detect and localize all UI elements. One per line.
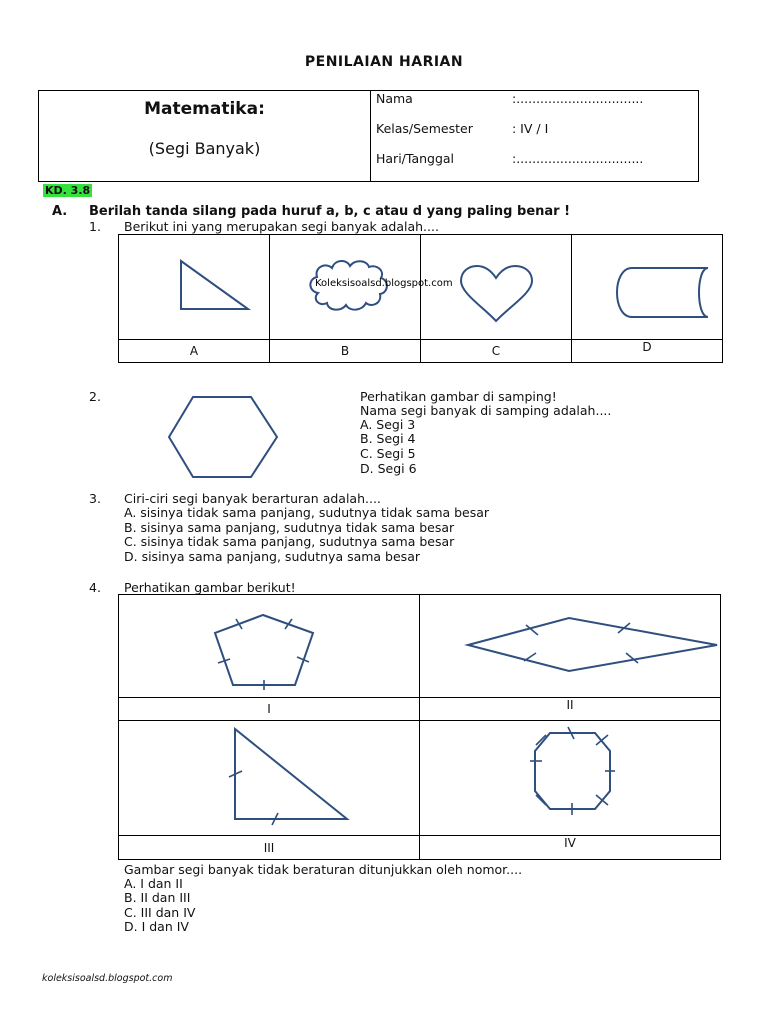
q1-cell-b[interactable] xyxy=(270,235,453,340)
q1-label-a: A xyxy=(119,340,270,363)
q3-option-a[interactable]: A. sisinya tidak sama panjang, sudutnya tidak sama besar xyxy=(124,505,490,520)
q4-cell-1[interactable] xyxy=(119,595,420,698)
rhombus-shape xyxy=(420,595,720,697)
page-title: PENILAIAN HARIAN xyxy=(304,54,464,70)
q4-number: 4. xyxy=(89,580,101,595)
subject-topic: (Segi Banyak) xyxy=(148,139,261,158)
q2-instruction: Perhatikan gambar di samping! xyxy=(360,389,557,404)
q3-number: 3. xyxy=(89,491,101,506)
field-label-nama: Nama xyxy=(376,91,413,106)
q3-option-c[interactable]: C. sisinya tidak sama panjang, sudutnya sama besar xyxy=(124,534,455,549)
q1-label-b: B xyxy=(270,340,421,363)
q4-option-b[interactable]: B. II dan III xyxy=(124,890,191,905)
q2-question: Nama segi banyak di samping adalah.... xyxy=(360,403,612,418)
section-letter: A. xyxy=(52,204,68,219)
q2-option-c[interactable]: C. Segi 5 xyxy=(360,446,416,461)
subject-title: Matematika: xyxy=(144,99,265,119)
q2-option-d[interactable]: D. Segi 6 xyxy=(360,461,417,476)
q2-option-b[interactable]: B. Segi 4 xyxy=(360,431,416,446)
cylinder-shape xyxy=(572,235,722,339)
right-triangle-shape xyxy=(119,721,419,835)
header-subject-cell xyxy=(39,91,371,181)
q4-label-4: IV xyxy=(420,836,721,860)
header-box xyxy=(38,90,699,182)
q4-question: Gambar segi banyak tidak beraturan ditunjukkan oleh nomor.... xyxy=(124,862,523,877)
q1-cell-a[interactable] xyxy=(119,235,270,340)
kd-badge: KD. 3.8 xyxy=(45,184,91,197)
q4-label-2: II xyxy=(420,698,721,721)
field-label-kelas: Kelas/Semester xyxy=(376,121,473,136)
q4-cell-2[interactable] xyxy=(420,595,721,698)
q4-label-3: III xyxy=(119,836,420,860)
q4-cell-3[interactable] xyxy=(119,721,420,836)
q4-cell-4[interactable] xyxy=(420,721,721,836)
triangle-shape xyxy=(119,235,269,339)
q4-option-a[interactable]: A. I dan II xyxy=(124,876,183,891)
q3-option-d[interactable]: D. sisinya sama panjang, sudutnya sama besar xyxy=(124,549,420,564)
q4-option-d[interactable]: D. I dan IV xyxy=(124,919,189,934)
q4-option-c[interactable]: C. III dan IV xyxy=(124,905,196,920)
field-value-hari[interactable]: :................................ xyxy=(512,151,644,166)
q4-shape-table xyxy=(118,594,721,860)
section-instruction: Berilah tanda silang pada huruf a, b, c atau d yang paling benar ! xyxy=(89,204,571,219)
q1-label-c: C xyxy=(421,340,572,363)
q2-option-a[interactable]: A. Segi 3 xyxy=(360,417,416,432)
field-value-nama[interactable]: :................................ xyxy=(512,91,644,106)
q3-text: Ciri-ciri segi banyak berarturan adalah.... xyxy=(124,491,381,506)
field-value-kelas: : IV / I xyxy=(512,121,549,136)
octagon-shape xyxy=(420,721,720,835)
q4-label-1: I xyxy=(119,698,420,721)
q1-text: Berikut ini yang merupakan segi banyak adalah.... xyxy=(124,219,439,234)
pentagon-shape xyxy=(119,595,419,697)
q1-shape-table xyxy=(118,234,723,363)
watermark-text: Koleksisoalsd.blogspot.com xyxy=(315,278,453,289)
hexagon-shape xyxy=(165,392,281,482)
footer-url: koleksisoalsd.blogspot.com xyxy=(42,973,173,984)
q1-label-d: D xyxy=(572,340,723,363)
q3-option-b[interactable]: B. sisinya sama panjang, sudutnya tidak sama besar xyxy=(124,520,455,535)
q1-cell-d[interactable] xyxy=(572,235,723,340)
field-label-hari: Hari/Tanggal xyxy=(376,151,455,166)
q1-number: 1. xyxy=(89,219,101,234)
q2-number: 2. xyxy=(89,389,101,404)
q4-text: Perhatikan gambar berikut! xyxy=(124,580,296,595)
